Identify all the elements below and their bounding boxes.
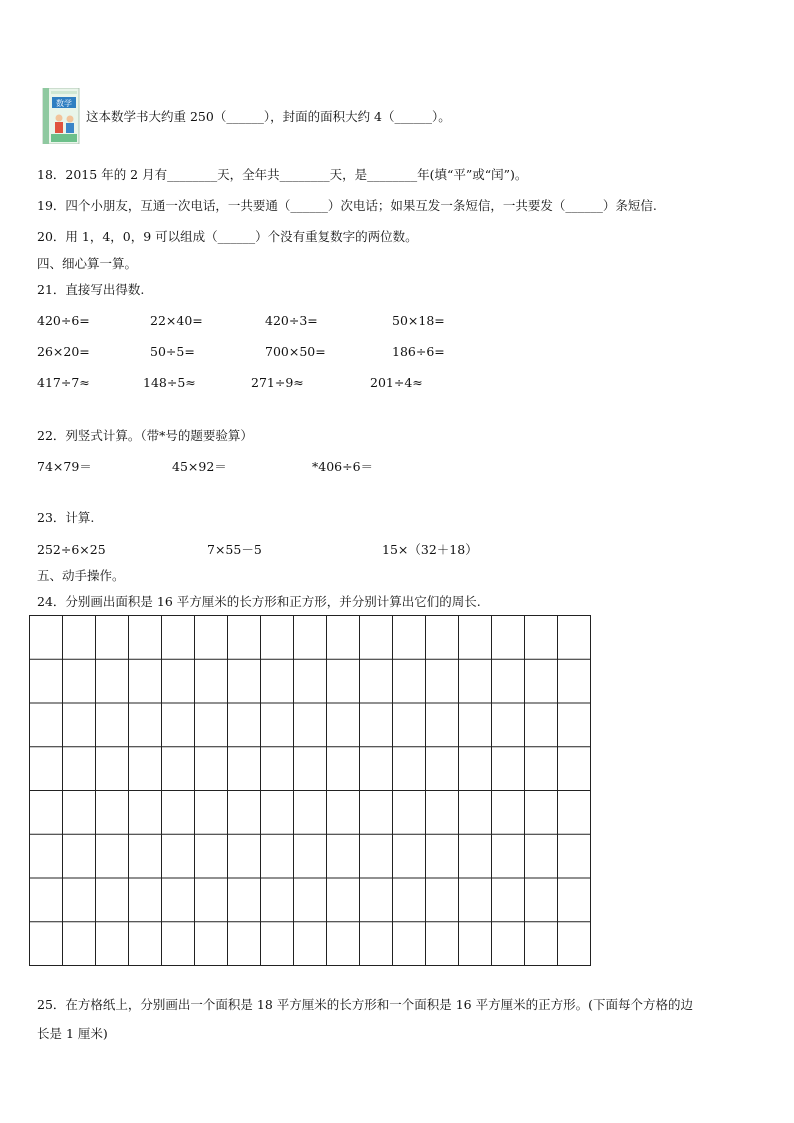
q21-item: 50×18= (392, 313, 445, 328)
q23-item: 252÷6×25 (37, 542, 106, 557)
q21-item: 186÷6= (392, 344, 445, 359)
q21-item: 22×40= (150, 313, 203, 328)
math-book-illustration (42, 88, 82, 144)
q17-text: 这本数学书大约重 250（______），封面的面积大约 4（______）。 (86, 109, 451, 124)
section4-heading: 四、细心算一算。 (37, 256, 138, 271)
q23-text: 23．计算. (37, 510, 95, 525)
q21-item: 271÷9≈ (251, 375, 304, 390)
q21-item: 417÷7≈ (37, 375, 90, 390)
q22-text: 22．列竖式计算。（带*号的题要验算） (37, 428, 253, 443)
q23-item: 15×（32＋18） (382, 542, 478, 557)
q25-line2: 长是 1 厘米) (37, 1026, 108, 1041)
q19-text: 19．四个小朋友，互通一次电话，一共要通（______）次电话；如果互发一条短信，一共要发（______）条短信. (37, 198, 657, 213)
q22-item: 74×79＝ (37, 459, 92, 474)
q20-text: 20．用 1，4，0，9 可以组成（______）个没有重复数字的两位数。 (37, 229, 418, 244)
q21-item: 420÷6= (37, 313, 90, 328)
q24-text: 24．分别画出面积是 16 平方厘米的长方形和正方形，并分别计算出它们的周长. (37, 594, 481, 609)
q21-item: 201÷4≈ (370, 375, 423, 390)
q22-item: *406÷6＝ (312, 459, 374, 474)
q21-text: 21．直接写出得数. (37, 282, 145, 297)
square-grid-paper[interactable] (29, 615, 591, 966)
book-cover-title: 数学 (56, 99, 72, 108)
q18-text: 18．2015 年的 2 月有________天，全年共________天，是________年(填“平”或“闰”)。 (37, 167, 528, 182)
q21-item: 148÷5≈ (143, 375, 196, 390)
q21-item: 700×50= (265, 344, 326, 359)
q23-item: 7×55－5 (207, 542, 262, 557)
q21-item: 50÷5= (150, 344, 195, 359)
q21-item: 26×20= (37, 344, 90, 359)
section5-heading: 五、动手操作。 (37, 568, 125, 583)
q22-item: 45×92＝ (172, 459, 227, 474)
q21-item: 420÷3= (265, 313, 318, 328)
q25-line1: 25．在方格纸上，分别画出一个面积是 18 平方厘米的长方形和一个面积是 16 平方厘米的正方形。(下面每个方格的边 (37, 997, 693, 1012)
